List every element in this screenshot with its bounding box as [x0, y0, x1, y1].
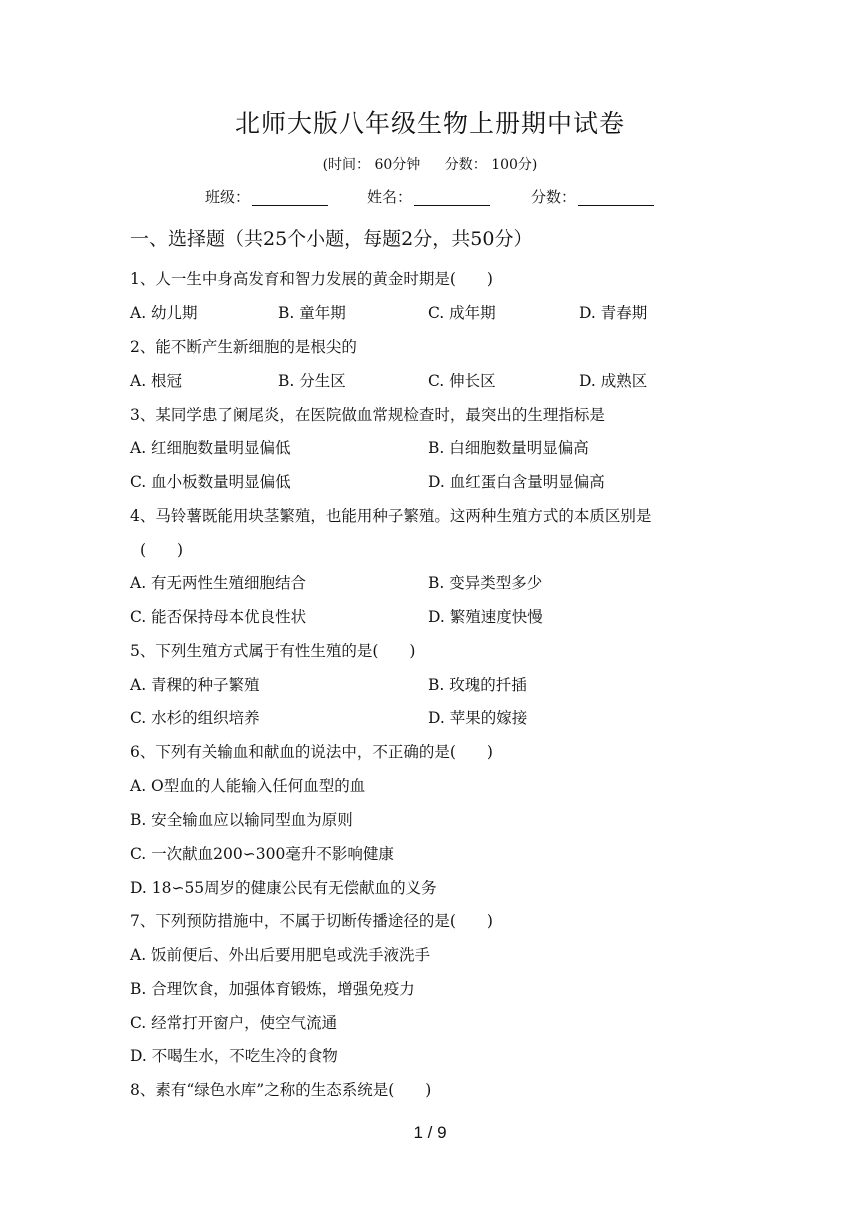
- question-4-blank: ( ): [140, 541, 184, 559]
- section-title: 一、选择题（共25个小题，每题2分，共50分）: [130, 228, 533, 250]
- question-4: 4、马铃薯既能用块茎繁殖，也能用种子繁殖。这两种生殖方式的本质区别是: [130, 507, 652, 525]
- q6-option-c: C. 一次献血200∽300毫升不影响健康: [130, 845, 394, 863]
- q2-option-c: C. 伸长区: [428, 372, 496, 390]
- q4-option-d: D. 繁殖速度快慢: [428, 608, 543, 626]
- name-label: 姓名：: [367, 188, 413, 206]
- question-3: 3、某同学患了阑尾炎，在医院做血常规检查时，最突出的生理指标是: [130, 406, 605, 424]
- exam-subtitle: [0, 154, 860, 174]
- q1-option-c: C. 成年期: [428, 304, 496, 322]
- q7-option-b: B. 合理饮食，加强体育锻炼，增强免疫力: [130, 980, 415, 998]
- question-6: 6、下列有关输血和献血的说法中，不正确的是( ): [130, 743, 493, 761]
- name-blank[interactable]: [414, 187, 490, 206]
- q3-option-d: D. 血红蛋白含量明显偏高: [428, 473, 605, 491]
- question-7: 7、下列预防措施中，不属于切断传播途径的是( ): [130, 912, 493, 930]
- q4-option-b: B. 变异类型多少: [428, 574, 543, 592]
- class-label: 班级：: [205, 188, 251, 206]
- q2-option-b: B. 分生区: [278, 372, 346, 390]
- question-1: 1、人一生中身高发育和智力发展的黄金时期是( ): [130, 270, 493, 288]
- q7-option-a: A. 饭前便后、外出后要用肥皂或洗手液洗手: [130, 946, 431, 964]
- q1-option-a: A. 幼儿期: [130, 304, 198, 322]
- q3-option-c: C. 血小板数量明显偏低: [130, 473, 291, 491]
- q5-option-b: B. 玫瑰的扦插: [428, 676, 527, 694]
- score-field[interactable]: [531, 186, 654, 207]
- question-2: 2、能不断产生新细胞的是根尖的: [130, 338, 357, 356]
- q3-option-b: B. 白细胞数量明显偏高: [428, 439, 589, 457]
- q6-option-b: B. 安全输血应以输同型血为原则: [130, 811, 353, 829]
- question-5: 5、下列生殖方式属于有性生殖的是( ): [130, 642, 416, 660]
- student-info-fields: [205, 186, 665, 212]
- q5-option-c: C. 水杉的组织培养: [130, 709, 260, 727]
- q4-option-a: A. 有无两性生殖细胞结合: [130, 574, 307, 592]
- q1-option-b: B. 童年期: [278, 304, 346, 322]
- q3-option-a: A. 红细胞数量明显偏低: [130, 439, 291, 457]
- q2-option-a: A. 根冠: [130, 372, 183, 390]
- q7-option-d: D. 不喝生水，不吃生冷的食物: [130, 1047, 338, 1065]
- q4-option-c: C. 能否保持母本优良性状: [130, 608, 307, 626]
- q1-option-d: D. 青春期: [579, 304, 648, 322]
- q5-option-a: A. 青稞的种子繁殖: [130, 676, 260, 694]
- class-field[interactable]: [205, 186, 328, 207]
- exam-title: 北师大版八年级生物上册期中试卷: [234, 109, 625, 138]
- score-label: 分数：: [531, 188, 577, 206]
- q5-option-d: D. 苹果的嫁接: [428, 709, 528, 727]
- page-number: 1 / 9: [413, 1123, 447, 1142]
- class-blank[interactable]: [252, 187, 328, 206]
- time-info: (时间： 60分钟: [322, 157, 421, 173]
- q6-option-d: D. 18∽55周岁的健康公民有无偿献血的义务: [130, 879, 437, 897]
- q6-option-a: A. O型血的人能输入任何血型的血: [130, 777, 366, 795]
- question-8: 8、素有“绿色水库”之称的生态系统是( ): [130, 1081, 432, 1099]
- name-field[interactable]: [367, 186, 490, 207]
- q2-option-d: D. 成熟区: [579, 372, 648, 390]
- score-blank[interactable]: [578, 187, 654, 206]
- q7-option-c: C. 经常打开窗户，使空气流通: [130, 1014, 338, 1032]
- score-info: 分数： 100分): [444, 157, 538, 173]
